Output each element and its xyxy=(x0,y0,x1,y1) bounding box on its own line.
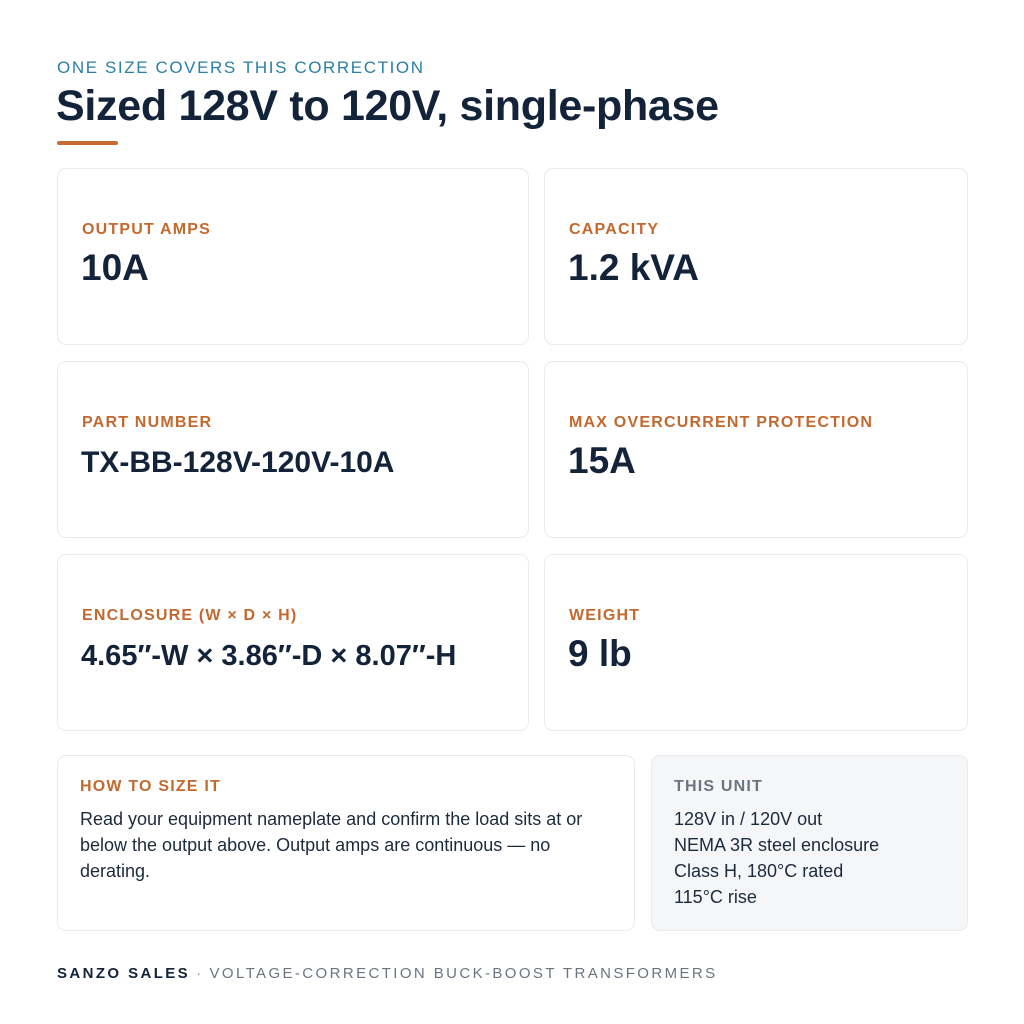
how-to-size-body: Read your equipment nameplate and confirm the load sits at or below the output above. Output amps are continuous — no derating. xyxy=(80,809,583,881)
how-to-size-label: HOW TO SIZE IT xyxy=(80,778,221,795)
spec-label: WEIGHT xyxy=(569,607,641,624)
spec-value: 15A xyxy=(568,440,636,481)
footer xyxy=(57,965,718,982)
spec-label: PART NUMBER xyxy=(82,414,213,431)
eyebrow-heading: ONE SIZE COVERS THIS CORRECTION xyxy=(57,58,425,77)
unit-spec-line: Class H, 180°C rated xyxy=(674,861,844,881)
footer-tagline: VOLTAGE-CORRECTION BUCK-BOOST TRANSFORMERS xyxy=(209,965,718,982)
this-unit-panel xyxy=(651,755,968,931)
this-unit-label: THIS UNIT xyxy=(674,778,764,795)
spec-card-capacity xyxy=(544,168,968,345)
unit-spec-line: 128V in / 120V out xyxy=(674,809,823,829)
unit-spec-line: 115°C rise xyxy=(674,887,757,907)
unit-spec-line: NEMA 3R steel enclosure xyxy=(674,835,880,855)
footer-brand: SANZO SALES xyxy=(57,965,191,982)
footer-separator: · xyxy=(196,965,204,982)
spec-card-output-amps xyxy=(57,168,529,345)
spec-value: 9 lb xyxy=(568,633,632,674)
spec-card-max-overcurrent xyxy=(544,361,968,538)
spec-card-part-number xyxy=(57,361,529,538)
page-title: Sized 128V to 120V, single-phase xyxy=(56,82,719,130)
spec-value: 1.2 kVA xyxy=(568,247,699,288)
title-underline xyxy=(57,141,118,145)
spec-value: TX-BB-128V-120V-10A xyxy=(81,446,395,479)
spec-label: OUTPUT AMPS xyxy=(82,221,212,238)
spec-label: CAPACITY xyxy=(569,221,660,238)
spec-label: MAX OVERCURRENT PROTECTION xyxy=(569,414,874,431)
spec-label: ENCLOSURE (W × D × H) xyxy=(82,607,298,624)
this-unit-list xyxy=(674,806,949,910)
how-to-size-panel xyxy=(57,755,635,931)
spec-value: 10A xyxy=(81,247,149,288)
spec-card-enclosure xyxy=(57,554,529,731)
spec-card-weight xyxy=(544,554,968,731)
spec-value: 4.65″-W × 3.86″-D × 8.07″-H xyxy=(81,640,457,672)
